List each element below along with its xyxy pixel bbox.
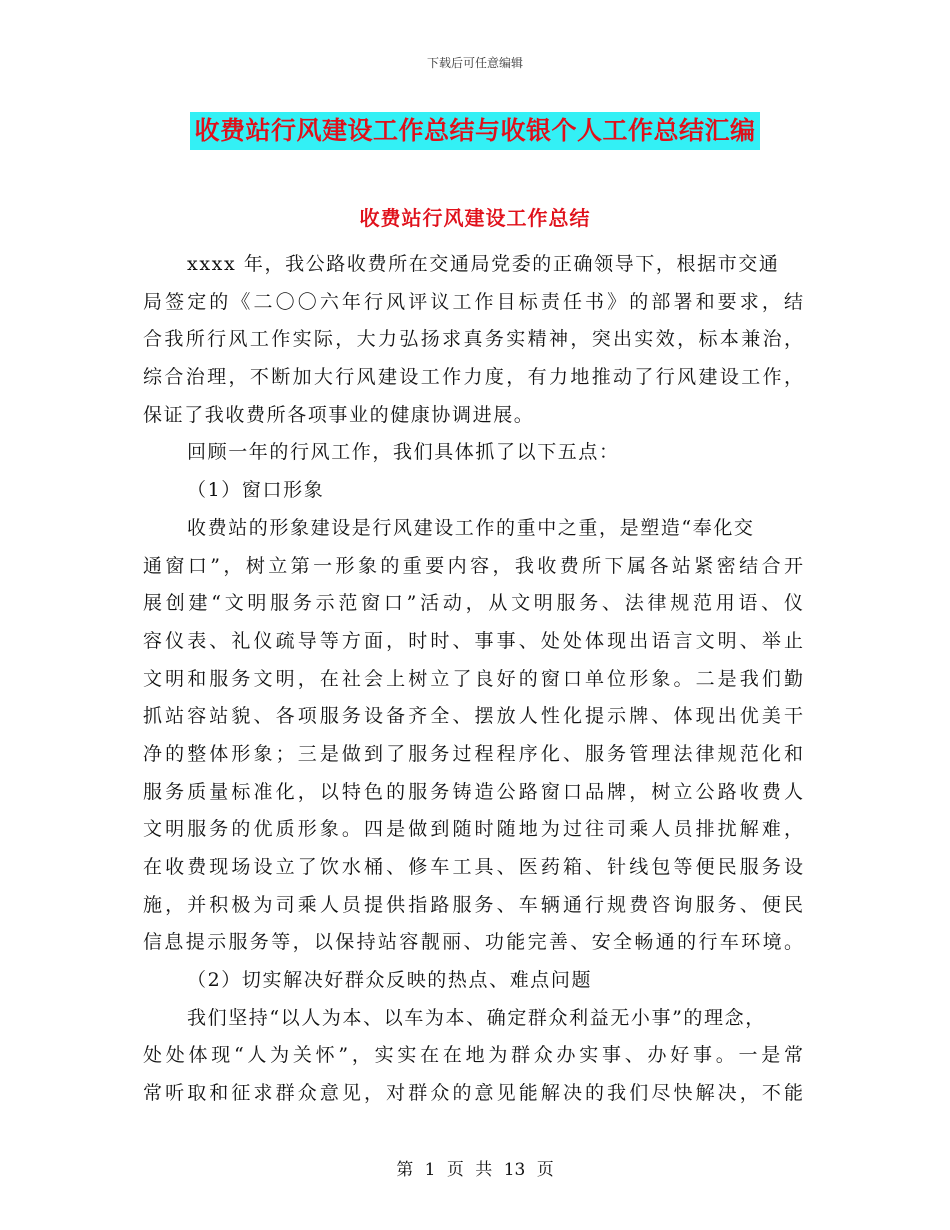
- paragraph-line: 通窗口”，树立第一形象的重要内容，我收费所下属各站紧密结合开: [143, 554, 803, 577]
- main-title: 收费站行风建设工作总结与收银个人工作总结汇编: [190, 112, 759, 150]
- page-footer: 第 1 页 共 13 页: [396, 1160, 554, 1180]
- paragraph-line: 我们坚持“以人为本、以车为本、确定群众利益无小事”的理念，: [187, 1006, 766, 1029]
- paragraph-line: 文明和服务文明，在社会上树立了良好的窗口单位形象。二是我们勤: [143, 667, 803, 690]
- paragraph-line: 文明服务的优质形象。四是做到随时随地为过往司乘人员排扰解难，: [143, 818, 803, 841]
- paragraph-line: 收费站的形象建设是行风建设工作的重中之重，是塑造“奉化交: [187, 516, 755, 539]
- paragraph-line: 容仪表、礼仪疏导等方面，时时、事事、处处体现出语言文明、举止: [143, 629, 803, 652]
- header-note: 下载后可任意编辑: [426, 56, 523, 70]
- paragraph-line: 净的整体形象；三是做到了服务过程程序化、服务管理法律规范化和: [143, 742, 803, 765]
- paragraph-line: 处处体现“人为关怀”，实实在在地为群众办实事、办好事。一是常: [143, 1044, 803, 1067]
- paragraph-line: 信息提示服务等，以保持站容靓丽、功能完善、安全畅通的行车环境。: [143, 931, 803, 954]
- section-title: 收费站行风建设工作总结: [359, 206, 591, 230]
- paragraph-line: 服务质量标准化，以特色的服务铸造公路窗口品牌，树立公路收费人: [143, 780, 803, 803]
- paragraph-line: 展创建“文明服务示范窗口”活动，从文明服务、法律规范用语、仪: [143, 592, 803, 615]
- paragraph-line: xxxx 年，我公路收费所在交通局党委的正确领导下，根据市交通: [187, 253, 780, 275]
- paragraph-line: 抓站容站貌、各项服务设备齐全、摆放人性化提示牌、体现出优美干: [143, 705, 803, 728]
- main-title-wrap: [0, 112, 950, 150]
- paragraph-line: 局签定的《二〇〇六年行风评议工作目标责任书》的部署和要求，结: [143, 290, 803, 313]
- heading-window-image: （1）窗口形象: [187, 479, 325, 502]
- paragraph-line: 在收费现场设立了饮水桶、修车工具、医药箱、针线包等便民服务设: [143, 856, 803, 878]
- heading-hot-issues: （2）切实解决好群众反映的热点、难点问题: [187, 969, 593, 992]
- body-text: [143, 246, 803, 1113]
- paragraph-line: 常听取和征求群众意见，对群众的意见能解决的我们尽快解决，不能: [143, 1082, 803, 1105]
- paragraph-line: 合我所行风工作实际，大力弘扬求真务实精神，突出实效，标本兼治，: [143, 328, 803, 351]
- paragraph-line: 回顾一年的行风工作，我们具体抓了以下五点：: [187, 441, 620, 464]
- paragraph-line: 施，并积极为司乘人员提供指路服务、车辆通行规费咨询服务、便民: [143, 893, 803, 916]
- paragraph-line: 保证了我收费所各项事业的健康协调进展。: [143, 403, 535, 426]
- paragraph-line: 综合治理，不断加大行风建设工作力度，有力地推动了行风建设工作，: [143, 366, 803, 389]
